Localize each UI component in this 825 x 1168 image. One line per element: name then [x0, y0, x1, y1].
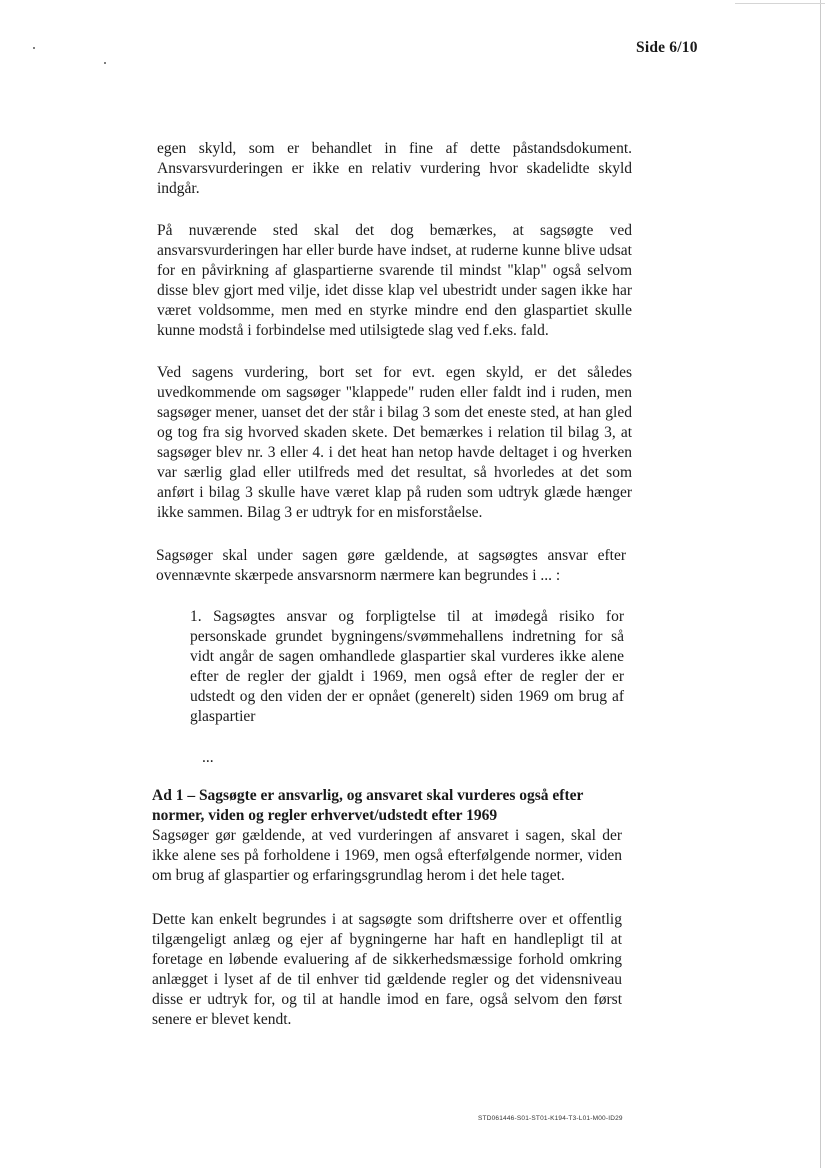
paragraph-4: Sagsøger skal under sagen gøre gældende, at sagsøgtes ansvar efter ovennævnte skærpede ansvarsnorm nærmere kan begrundes i ... :	[156, 547, 626, 584]
paragraph-5: Sagsøger gør gældende, at ved vurderingen af ansvaret i sagen, skal der ikke alene ses på forholdene i 1969, men også efterfølgende normer, viden om brug af glaspartier og erfaringsgrundlag herom i det hele taget.	[152, 827, 622, 884]
numbered-list-item-1: 1. Sagsøgtes ansvar og forpligtelse til at imødegå risiko for personskade grundet bygningens/svømmehallens indretning for så vidt angår de sagen omhandlede glaspartier skal vurderes ikke alene efter de regler der gjaldt i 1969, men også efter de regler der er udstedt og den viden der er opnået (generelt) siden 1969 om brug af glaspartier	[190, 608, 624, 725]
ellipsis: ...	[202, 749, 214, 766]
scan-edge-line-top	[735, 3, 825, 4]
page-number: Side 6/10	[636, 39, 698, 56]
section-heading: Ad 1 – Sagsøgte er ansvarlig, og ansvaret skal vurderes også efter normer, viden og regler erhvervet/udstedt efter 1969	[152, 787, 584, 824]
scan-speck	[104, 62, 106, 64]
scan-speck	[33, 47, 35, 49]
paragraph-6: Dette kan enkelt begrundes i at sagsøgte som driftsherre over et offentlig tilgængeligt anlæg og ejer af bygningerne har haft en handlepligt til at foretage en løbende evaluering af de sikkerhedsmæssige forhold omkring anlægget i lyset af de til enhver tid gældende regler og det vidensniveau disse er udtryk for, og til at handle imod en fare, også selvom den først senere er blevet kendt.	[152, 911, 622, 1028]
paragraph-2: På nuværende sted skal det dog bemærkes, at sagsøgte ved ansvarsvurderingen har eller burde have indset, at ruderne kunne blive udsat for en påvirkning af glaspartierne svarende til mindst "klap" også selvom disse blev gjort med vilje, idet disse klap vel ubestridt under sagen ikke har været voldsomme, men med en styrke mindre end den glaspartiet skulle kunne modstå i forbindelse med utilsigtede slag ved f.eks. fald.	[157, 222, 632, 339]
paragraph-3: Ved sagens vurdering, bort set for evt. egen skyld, er det således uvedkommende om sagsøger "klappede" ruden eller faldt ind i ruden, men sagsøger mener, uanset det der står i bilag 3 som det eneste sted, at han gled og tog fra sig hvorved skaden skete. Det bemærkes i relation til bilag 3, at sagsøger blev nr. 3 eller 4. i det heat han netop havde deltaget i og hverken var særlig glad eller utilfreds med det resultat, så hvorledes at det som anført i bilag 3 skulle have været klap på ruden som udtryk glæde hænger ikke sammen. Bilag 3 er udtryk for en misforståelse.	[157, 364, 632, 521]
scan-edge-line	[820, 0, 821, 1168]
paragraph-1: egen skyld, som er behandlet in fine af dette påstandsdokument. Ansvarsvurderingen er ikke en relativ vurdering hvor skadelidte skyld indgår.	[157, 140, 632, 197]
document-body	[152, 139, 632, 1030]
document-code: STD061446-S01-ST01-K194-T3-L01-M00-ID29	[478, 1115, 623, 1122]
